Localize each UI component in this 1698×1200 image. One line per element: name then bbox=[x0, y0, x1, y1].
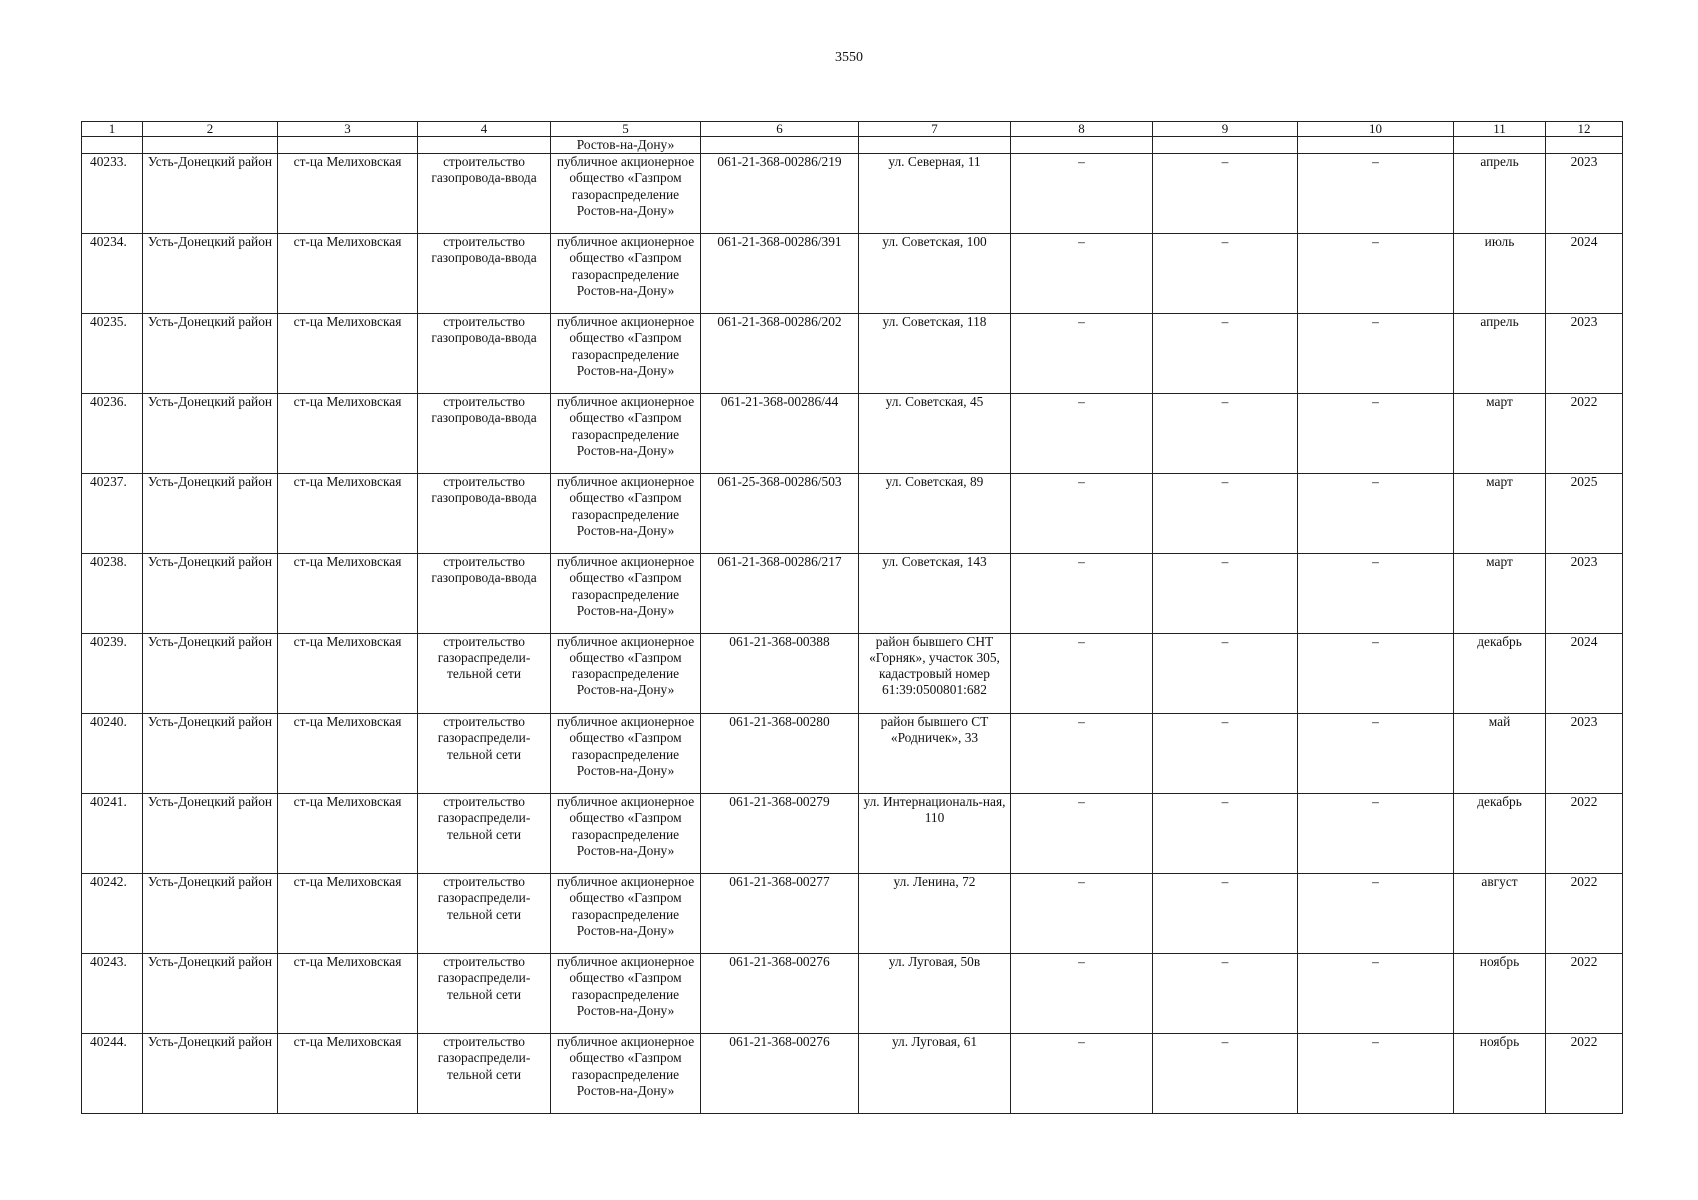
district-cell: Усть-Донецкий район bbox=[143, 634, 278, 714]
col8-cell: – bbox=[1011, 1034, 1153, 1114]
col9-cell: – bbox=[1153, 474, 1298, 554]
table-cell bbox=[859, 137, 1011, 154]
month-cell: ноябрь bbox=[1454, 1034, 1546, 1114]
row-number: 40241. bbox=[82, 794, 143, 874]
work-cell: строительство газопровода-ввода bbox=[418, 154, 551, 234]
col9-cell: – bbox=[1153, 154, 1298, 234]
year-cell: 2024 bbox=[1546, 234, 1623, 314]
code-cell: 061-21-368-00276 bbox=[701, 954, 859, 1034]
col10-cell: – bbox=[1298, 1034, 1454, 1114]
address-cell: ул. Советская, 100 bbox=[859, 234, 1011, 314]
row-number: 40238. bbox=[82, 554, 143, 634]
col10-cell: – bbox=[1298, 154, 1454, 234]
code-cell: 061-25-368-00286/503 bbox=[701, 474, 859, 554]
address-cell: ул. Интернациональ-ная, 110 bbox=[859, 794, 1011, 874]
month-cell: декабрь bbox=[1454, 634, 1546, 714]
month-cell: июль bbox=[1454, 234, 1546, 314]
table-cell bbox=[701, 137, 859, 154]
col8-cell: – bbox=[1011, 954, 1153, 1034]
year-cell: 2023 bbox=[1546, 314, 1623, 394]
table-cell bbox=[1546, 137, 1623, 154]
month-cell: ноябрь bbox=[1454, 954, 1546, 1034]
col10-cell: – bbox=[1298, 714, 1454, 794]
table-cell bbox=[1153, 137, 1298, 154]
address-cell: ул. Ленина, 72 bbox=[859, 874, 1011, 954]
work-cell: строительство газопровода-ввода bbox=[418, 394, 551, 474]
organization-cell: публичное акционерное общество «Газпром газораспределение Ростов-на-Дону» bbox=[551, 794, 701, 874]
table-row bbox=[82, 154, 1623, 234]
col10-cell: – bbox=[1298, 474, 1454, 554]
table-cell bbox=[1454, 137, 1546, 154]
row-number: 40240. bbox=[82, 714, 143, 794]
address-cell: ул. Советская, 45 bbox=[859, 394, 1011, 474]
table-row bbox=[82, 554, 1623, 634]
column-number: 5 bbox=[551, 122, 701, 137]
month-cell: декабрь bbox=[1454, 794, 1546, 874]
code-cell: 061-21-368-00276 bbox=[701, 1034, 859, 1114]
col10-cell: – bbox=[1298, 634, 1454, 714]
month-cell: март bbox=[1454, 554, 1546, 634]
code-cell: 061-21-368-00286/202 bbox=[701, 314, 859, 394]
district-cell: Усть-Донецкий район bbox=[143, 714, 278, 794]
column-number: 9 bbox=[1153, 122, 1298, 137]
table-row bbox=[82, 314, 1623, 394]
address-cell: ул. Советская, 118 bbox=[859, 314, 1011, 394]
organization-cell: публичное акционерное общество «Газпром газораспределение Ростов-на-Дону» bbox=[551, 394, 701, 474]
table-row bbox=[82, 1034, 1623, 1114]
register-table bbox=[81, 121, 1623, 1114]
locality-cell: ст-ца Мелиховская bbox=[278, 794, 418, 874]
district-cell: Усть-Донецкий район bbox=[143, 794, 278, 874]
locality-cell: ст-ца Мелиховская bbox=[278, 554, 418, 634]
address-cell: ул. Советская, 89 bbox=[859, 474, 1011, 554]
table-row bbox=[82, 874, 1623, 954]
column-number: 4 bbox=[418, 122, 551, 137]
month-cell: август bbox=[1454, 874, 1546, 954]
continuation-row bbox=[82, 137, 1623, 154]
column-number: 2 bbox=[143, 122, 278, 137]
col8-cell: – bbox=[1011, 234, 1153, 314]
code-cell: 061-21-368-00277 bbox=[701, 874, 859, 954]
year-cell: 2022 bbox=[1546, 394, 1623, 474]
table-row bbox=[82, 474, 1623, 554]
col9-cell: – bbox=[1153, 714, 1298, 794]
code-cell: 061-21-368-00286/391 bbox=[701, 234, 859, 314]
row-number: 40234. bbox=[82, 234, 143, 314]
col9-cell: – bbox=[1153, 234, 1298, 314]
row-number: 40236. bbox=[82, 394, 143, 474]
work-cell: строительство газораспредели-тельной сети bbox=[418, 874, 551, 954]
col8-cell: – bbox=[1011, 634, 1153, 714]
col9-cell: – bbox=[1153, 394, 1298, 474]
column-number: 12 bbox=[1546, 122, 1623, 137]
column-number: 11 bbox=[1454, 122, 1546, 137]
locality-cell: ст-ца Мелиховская bbox=[278, 154, 418, 234]
district-cell: Усть-Донецкий район bbox=[143, 234, 278, 314]
table-row bbox=[82, 714, 1623, 794]
locality-cell: ст-ца Мелиховская bbox=[278, 234, 418, 314]
work-cell: строительство газораспредели-тельной сети bbox=[418, 1034, 551, 1114]
organization-cell: публичное акционерное общество «Газпром газораспределение Ростов-на-Дону» bbox=[551, 314, 701, 394]
row-number: 40239. bbox=[82, 634, 143, 714]
table-row bbox=[82, 634, 1623, 714]
code-cell: 061-21-368-00279 bbox=[701, 794, 859, 874]
page-number: 3550 bbox=[835, 50, 863, 65]
col8-cell: – bbox=[1011, 154, 1153, 234]
organization-cell: публичное акционерное общество «Газпром газораспределение Ростов-на-Дону» bbox=[551, 554, 701, 634]
col8-cell: – bbox=[1011, 394, 1153, 474]
locality-cell: ст-ца Мелиховская bbox=[278, 954, 418, 1034]
organization-cell: публичное акционерное общество «Газпром газораспределение Ростов-на-Дону» bbox=[551, 634, 701, 714]
year-cell: 2023 bbox=[1546, 714, 1623, 794]
year-cell: 2023 bbox=[1546, 554, 1623, 634]
col8-cell: – bbox=[1011, 474, 1153, 554]
organization-cell: публичное акционерное общество «Газпром газораспределение Ростов-на-Дону» bbox=[551, 154, 701, 234]
work-cell: строительство газопровода-ввода bbox=[418, 234, 551, 314]
organization-cell: публичное акционерное общество «Газпром газораспределение Ростов-на-Дону» bbox=[551, 1034, 701, 1114]
organization-cell: публичное акционерное общество «Газпром газораспределение Ростов-на-Дону» bbox=[551, 234, 701, 314]
work-cell: строительство газопровода-ввода bbox=[418, 474, 551, 554]
address-cell: район бывшего СТ «Родничек», 33 bbox=[859, 714, 1011, 794]
organization-cell: публичное акционерное общество «Газпром газораспределение Ростов-на-Дону» bbox=[551, 714, 701, 794]
code-cell: 061-21-368-00286/44 bbox=[701, 394, 859, 474]
table-cell bbox=[143, 137, 278, 154]
district-cell: Усть-Донецкий район bbox=[143, 394, 278, 474]
table-row bbox=[82, 234, 1623, 314]
col10-cell: – bbox=[1298, 554, 1454, 634]
year-cell: 2023 bbox=[1546, 154, 1623, 234]
col8-cell: – bbox=[1011, 314, 1153, 394]
district-cell: Усть-Донецкий район bbox=[143, 954, 278, 1034]
year-cell: 2022 bbox=[1546, 874, 1623, 954]
col9-cell: – bbox=[1153, 794, 1298, 874]
organization-cell: публичное акционерное общество «Газпром газораспределение Ростов-на-Дону» bbox=[551, 474, 701, 554]
col10-cell: – bbox=[1298, 234, 1454, 314]
locality-cell: ст-ца Мелиховская bbox=[278, 474, 418, 554]
col10-cell: – bbox=[1298, 314, 1454, 394]
table-cell bbox=[1011, 137, 1153, 154]
column-number-row bbox=[82, 122, 1623, 137]
address-cell: район бывшего СНТ «Горняк», участок 305, кадастровый номер 61:39:0500801:682 bbox=[859, 634, 1011, 714]
locality-cell: ст-ца Мелиховская bbox=[278, 314, 418, 394]
work-cell: строительство газопровода-ввода bbox=[418, 314, 551, 394]
row-number: 40243. bbox=[82, 954, 143, 1034]
month-cell: март bbox=[1454, 474, 1546, 554]
column-number: 3 bbox=[278, 122, 418, 137]
col8-cell: – bbox=[1011, 714, 1153, 794]
district-cell: Усть-Донецкий район bbox=[143, 314, 278, 394]
locality-cell: ст-ца Мелиховская bbox=[278, 1034, 418, 1114]
organization-cell: публичное акционерное общество «Газпром газораспределение Ростов-на-Дону» bbox=[551, 954, 701, 1034]
col10-cell: – bbox=[1298, 874, 1454, 954]
address-cell: ул. Советская, 143 bbox=[859, 554, 1011, 634]
column-number: 1 bbox=[82, 122, 143, 137]
col9-cell: – bbox=[1153, 1034, 1298, 1114]
column-number: 7 bbox=[859, 122, 1011, 137]
table-row bbox=[82, 954, 1623, 1034]
month-cell: май bbox=[1454, 714, 1546, 794]
column-number: 8 bbox=[1011, 122, 1153, 137]
district-cell: Усть-Донецкий район bbox=[143, 1034, 278, 1114]
table-cell bbox=[418, 137, 551, 154]
year-cell: 2022 bbox=[1546, 954, 1623, 1034]
month-cell: март bbox=[1454, 394, 1546, 474]
col9-cell: – bbox=[1153, 634, 1298, 714]
row-number: 40242. bbox=[82, 874, 143, 954]
col10-cell: – bbox=[1298, 794, 1454, 874]
address-cell: ул. Северная, 11 bbox=[859, 154, 1011, 234]
col8-cell: – bbox=[1011, 554, 1153, 634]
row-number: 40233. bbox=[82, 154, 143, 234]
work-cell: строительство газопровода-ввода bbox=[418, 554, 551, 634]
code-cell: 061-21-368-00286/219 bbox=[701, 154, 859, 234]
col9-cell: – bbox=[1153, 314, 1298, 394]
district-cell: Усть-Донецкий район bbox=[143, 474, 278, 554]
row-number: 40235. bbox=[82, 314, 143, 394]
work-cell: строительство газораспредели-тельной сети bbox=[418, 794, 551, 874]
year-cell: 2024 bbox=[1546, 634, 1623, 714]
table-cell bbox=[278, 137, 418, 154]
locality-cell: ст-ца Мелиховская bbox=[278, 394, 418, 474]
code-cell: 061-21-368-00280 bbox=[701, 714, 859, 794]
table-row bbox=[82, 394, 1623, 474]
code-cell: 061-21-368-00286/217 bbox=[701, 554, 859, 634]
table-cell bbox=[82, 137, 143, 154]
col10-cell: – bbox=[1298, 954, 1454, 1034]
table-cell: Ростов-на-Дону» bbox=[551, 137, 701, 154]
col9-cell: – bbox=[1153, 954, 1298, 1034]
table-cell bbox=[1298, 137, 1454, 154]
work-cell: строительство газораспредели-тельной сети bbox=[418, 714, 551, 794]
col8-cell: – bbox=[1011, 794, 1153, 874]
work-cell: строительство газораспредели-тельной сети bbox=[418, 634, 551, 714]
locality-cell: ст-ца Мелиховская bbox=[278, 874, 418, 954]
month-cell: апрель bbox=[1454, 314, 1546, 394]
year-cell: 2022 bbox=[1546, 1034, 1623, 1114]
year-cell: 2025 bbox=[1546, 474, 1623, 554]
col9-cell: – bbox=[1153, 874, 1298, 954]
month-cell: апрель bbox=[1454, 154, 1546, 234]
locality-cell: ст-ца Мелиховская bbox=[278, 634, 418, 714]
district-cell: Усть-Донецкий район bbox=[143, 874, 278, 954]
district-cell: Усть-Донецкий район bbox=[143, 154, 278, 234]
column-number: 6 bbox=[701, 122, 859, 137]
table-row bbox=[82, 794, 1623, 874]
district-cell: Усть-Донецкий район bbox=[143, 554, 278, 634]
row-number: 40244. bbox=[82, 1034, 143, 1114]
col10-cell: – bbox=[1298, 394, 1454, 474]
work-cell: строительство газораспредели-тельной сети bbox=[418, 954, 551, 1034]
year-cell: 2022 bbox=[1546, 794, 1623, 874]
organization-cell: публичное акционерное общество «Газпром газораспределение Ростов-на-Дону» bbox=[551, 874, 701, 954]
row-number: 40237. bbox=[82, 474, 143, 554]
address-cell: ул. Луговая, 61 bbox=[859, 1034, 1011, 1114]
column-number: 10 bbox=[1298, 122, 1454, 137]
col9-cell: – bbox=[1153, 554, 1298, 634]
col8-cell: – bbox=[1011, 874, 1153, 954]
address-cell: ул. Луговая, 50в bbox=[859, 954, 1011, 1034]
code-cell: 061-21-368-00388 bbox=[701, 634, 859, 714]
locality-cell: ст-ца Мелиховская bbox=[278, 714, 418, 794]
